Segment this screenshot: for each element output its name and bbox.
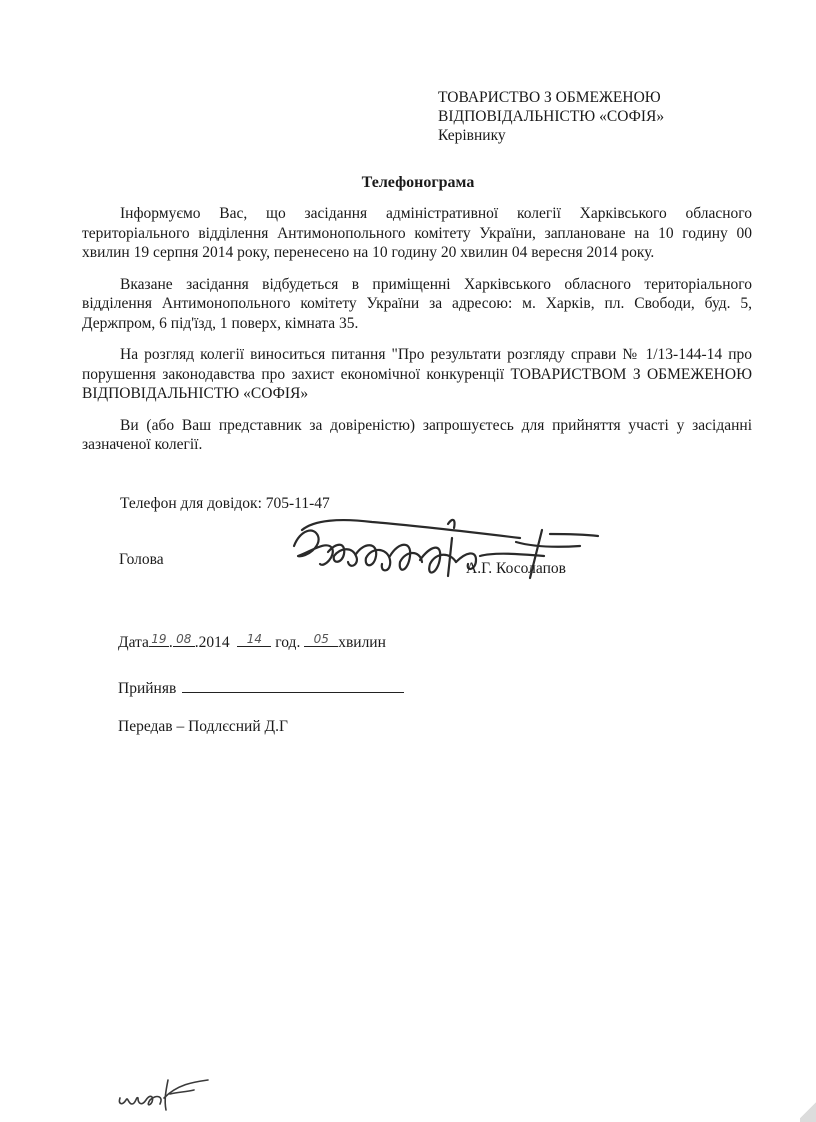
paragraph-invitation: Ви (або Ваш представник за довіреністю) запрошуєтесь для прийняття участі у засіданні зазначеної колегії. [82, 416, 752, 453]
paragraph-location: Вказане засідання відбудеться в приміщенні Харківського обласного територіального відділення Антимонопольного комітету України за адресою: м. Харків, пл. Свободи, буд. 5, Держпром, 6 під'їзд, 1 поверх, кімната 35. [82, 275, 752, 332]
date-day-field [149, 632, 169, 647]
document-body [82, 204, 752, 467]
date-month-value: 08 [176, 632, 192, 646]
date-label: Дата [118, 634, 149, 651]
hour-value: 14 [246, 632, 263, 646]
addressee-line-3: Керівнику [438, 127, 506, 144]
addressee-line-1: ТОВАРИСТВО З ОБМЕЖЕНОЮ [438, 89, 661, 106]
head-label: Голова [119, 551, 164, 568]
minute-value: 05 [313, 632, 329, 646]
passed-line: Передав – Подлєсний Д.Г [118, 718, 288, 735]
accepted-label: Прийняв [118, 680, 177, 697]
date-separator: . [168, 634, 173, 651]
reference-phone: Телефон для довідок: 705-11-47 [120, 495, 330, 512]
addressee-block [438, 88, 664, 145]
accepted-line [118, 678, 404, 698]
hour-field [237, 632, 271, 647]
paragraph-matter [82, 345, 752, 404]
date-day-value: 19 [151, 632, 167, 646]
accepted-blank-field [182, 678, 404, 693]
date-year: .2014 [194, 634, 230, 651]
handwritten-initials [108, 1068, 228, 1118]
matter-organization: ТОВАРИСТВОМ З ОБМЕЖЕНОЮ ВІДПОВІДАЛЬНІСТЮ «СОФІЯ» [82, 365, 753, 402]
head-name: А.Г. Косолапов [466, 560, 566, 577]
date-month-field [173, 632, 195, 647]
minute-field [304, 632, 338, 647]
matter-text: На розгляд колегії виноситься питання "Про результати розгляду справи № 1/13-144-14 про порушення законодавства про захист економічної конкуренції [82, 346, 752, 383]
date-line [118, 632, 386, 652]
scan-corner-shadow [800, 1098, 816, 1122]
hour-label: год. [275, 634, 301, 651]
minute-label: хвилин [338, 634, 386, 651]
document-title: Телефонограма [361, 174, 475, 191]
signature-image [280, 512, 610, 592]
paragraph-reschedule: Інформуємо Вас, що засідання адміністративної колегії Харківського обласного територіального відділення Антимонопольного комітету України, заплановане на 10 годину 00 хвилин 19 серпня 2014 року, перенесено на 10 годину 20 хвилин 04 вересня 2014 року. [82, 205, 752, 261]
addressee-line-2: ВІДПОВІДАЛЬНІСТЮ «СОФІЯ» [438, 108, 665, 125]
